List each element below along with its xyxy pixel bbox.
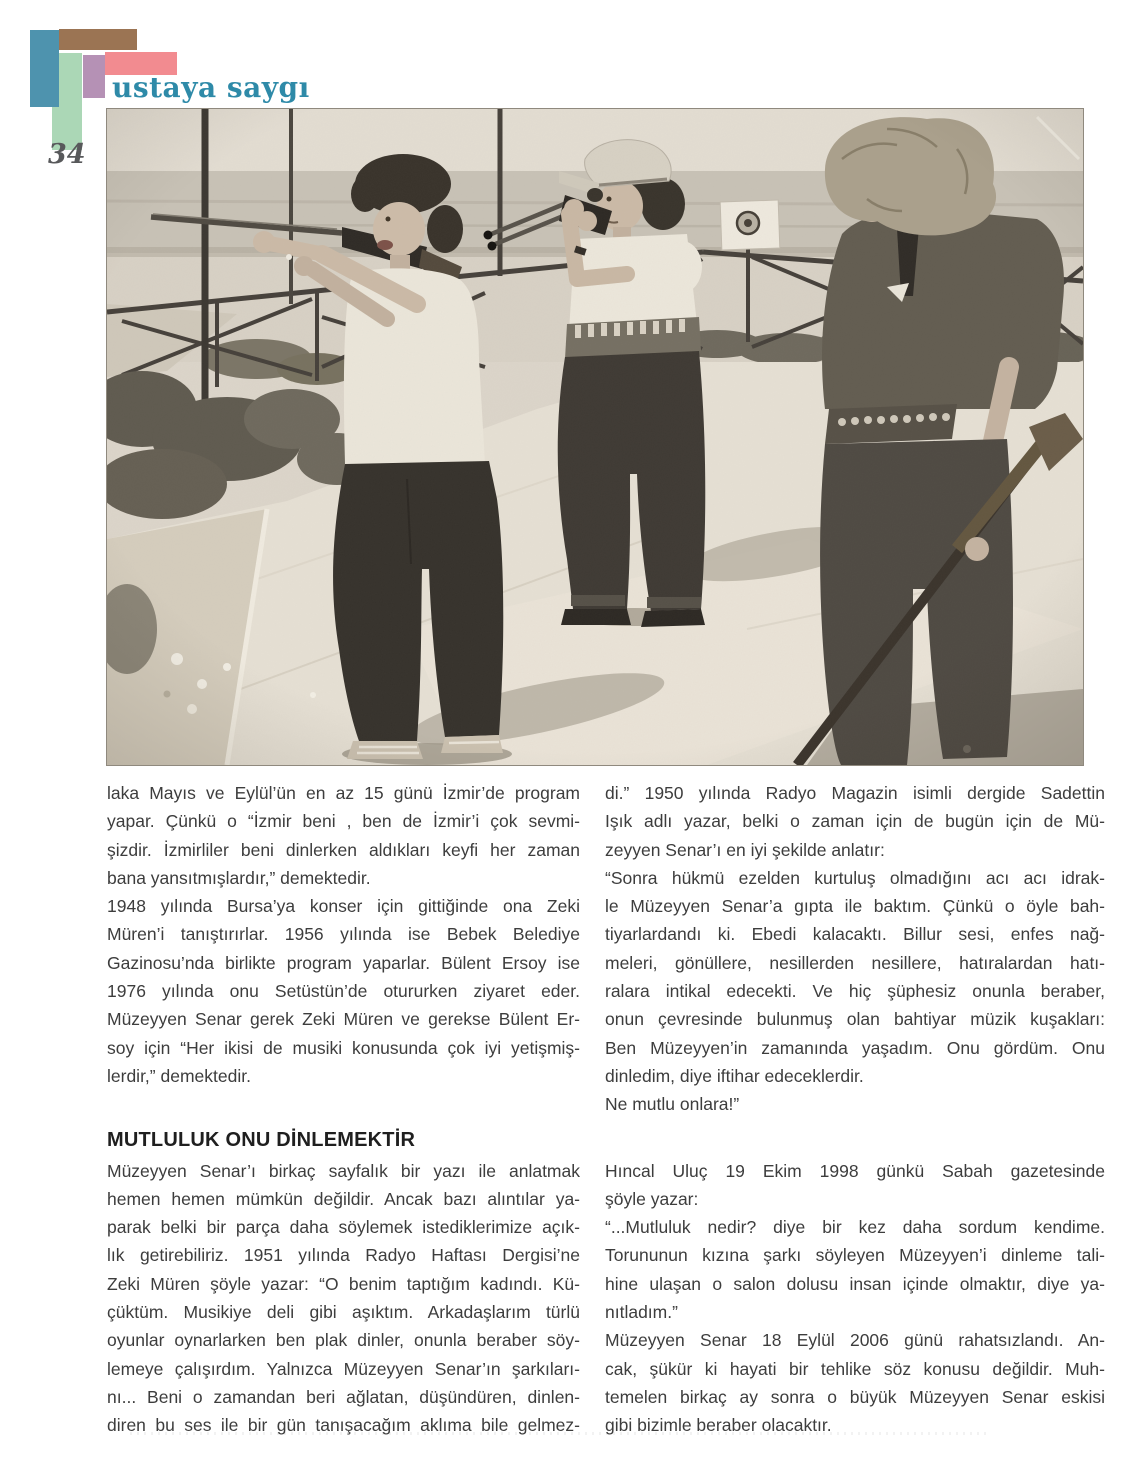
- text-line: Müren’i tanıştırırlar. 1956 yılında ise Bebek Belediye: [107, 924, 580, 945]
- scan-artifact: [130, 1432, 990, 1435]
- text-line: le Müzeyyen Senar’a gıpta ile baktım. Çünkü o öyle bah-: [605, 896, 1105, 917]
- text-line: yapar. Çünkü o “İzmir beni , ben de İzmir’i çok sevmi-: [107, 811, 580, 832]
- text-line: Torununun kızına şarkı söyleyen Müzeyyen’i dinleme tali-: [605, 1245, 1105, 1266]
- paragraph: [605, 1090, 1105, 1118]
- text-line: nı... Beni o zamandan beri ağlatan, düşündüren, dinlen-: [107, 1386, 580, 1407]
- article-column-right: [605, 779, 1105, 1440]
- text-line: diren bu ses ile bir gün tanışacağım aklıma bile gelmez-: [107, 1415, 580, 1436]
- text-line: Zeki Müren şöyle yazar: “O benim taptığım kadındı. Kü-: [107, 1273, 580, 1294]
- text-line: Müzeyyen Senar’ı birkaç sayfalık bir yazı ile anlatmak: [107, 1160, 580, 1181]
- section-title: ustaya saygı: [112, 71, 310, 104]
- paragraph: [605, 779, 1105, 864]
- text-line: temelen birkaç ay sonra o büyük Müzeyyen Senar eskisi: [605, 1386, 1105, 1407]
- text-line: bana yansıtmışlardır,” demektedir.: [107, 867, 371, 888]
- text-line: tiyarlardandı ki. Ebedi kalacaktı. Billur sesi, enfes nağ-: [605, 924, 1105, 945]
- text-line: zeyyen Senar’ı en iyi şekilde anlatır:: [605, 839, 885, 860]
- text-line: 1976 yılında onu Setüstün’de otururken ziyaret eder.: [107, 981, 580, 1002]
- text-line: parak belki bir parça daha söylemek istediklerimize açık-: [107, 1217, 580, 1238]
- section-heading: MUTLULUK ONU DİNLEMEKTİR: [107, 1129, 416, 1152]
- text-line: hine ulaşan o salon dolusu insan içinde olmaktır, diye ya-: [605, 1273, 1105, 1294]
- text-line: laka Mayıs ve Eylül’ün en az 15 günü İzmir’de program: [107, 783, 580, 803]
- text-line: Gazinosu’nda birlikte program yaparlar. Bülent Ersoy ise: [107, 952, 580, 973]
- text-line: “Sonra hükmü ezelden kurtuluş olmadığını acı acı idrak-: [605, 867, 1105, 888]
- paragraph: [107, 779, 580, 892]
- paragraph: [107, 1157, 580, 1440]
- text-line: şöyle yazar:: [605, 1188, 699, 1209]
- header-block-mauve: [83, 55, 105, 98]
- text-line: Işık adlı yazar, belki o zaman için de bugün için de Mü-: [605, 811, 1105, 832]
- paragraph: [605, 1326, 1105, 1439]
- text-line: çüktüm. Musikiye deli gibi aşıktım. Arkadaşlarım türlü: [107, 1302, 580, 1323]
- paragraph: [605, 864, 1105, 1090]
- article-column-left: [107, 779, 580, 1440]
- text-line: meleri, gönüllere, nesillerden nesillere, hatıralardan hatı-: [605, 952, 1105, 973]
- text-line: soy için “Her ikisi de musiki konusunda çok iyi yetişmiş-: [107, 1037, 580, 1058]
- text-line: Müzeyyen Senar 18 Eylül 2006 günü rahatsızlandı. An-: [605, 1330, 1105, 1351]
- text-line: Hıncal Uluç 19 Ekim 1998 günkü Sabah gazetesinde: [605, 1160, 1105, 1181]
- text-line: Ben Müzeyyen’in zamanında yaşadım. Onu gördüm. Onu: [605, 1037, 1105, 1058]
- paragraph: [605, 1157, 1105, 1214]
- text-line: nıtladım.”: [605, 1302, 678, 1323]
- text-line: lık getirebiliriz. 1951 yılında Radyo Haftası Dergisi’ne: [107, 1245, 580, 1266]
- text-line: lerdir,” demektedir.: [107, 1065, 251, 1086]
- text-line: “...Mutluluk nedir? diye bir kez daha sordum kendime.: [605, 1217, 1105, 1238]
- text-line: cak, şükür ki hayati bir tehlike söz konusu değildir. Muh-: [605, 1358, 1105, 1379]
- text-line: oyunlar oynarlarken ben plak dinler, onunla beraber söy-: [107, 1330, 580, 1351]
- text-line: Müzeyyen Senar gerek Zeki Müren ve gerekse Bülent Er-: [107, 1009, 580, 1030]
- header-block-brown: [59, 29, 137, 50]
- text-line: gibi bizimle beraber olacaktır.: [605, 1415, 832, 1436]
- text-line: lemeye çalışırdım. Yalnızca Müzeyyen Senar’ın şarkıları-: [107, 1358, 580, 1379]
- text-line: ralara intikal edecekti. Ve hiç şüphesiz onunla beraber,: [605, 981, 1105, 1002]
- paragraph: [107, 892, 580, 1090]
- page-number: 34: [48, 139, 86, 170]
- header-block-teal: [30, 30, 59, 107]
- paragraph: [605, 1213, 1105, 1326]
- text-line: 1948 yılında Bursa’ya konser için gittiğinde ona Zeki: [107, 896, 580, 917]
- text-line: Ne mutlu onlara!”: [605, 1094, 740, 1115]
- photo-artifacts: [107, 109, 1083, 765]
- text-line: di.” 1950 yılında Radyo Magazin isimli dergide Sadettin: [605, 783, 1105, 803]
- text-line: şizdir. İzmirliler beni dinlerken aldıkları keyfi her zaman: [107, 839, 580, 860]
- text-line: onun çevresinde bulunmuş olan bahtiyar müzik kuşakları:: [605, 1009, 1105, 1030]
- photo-shooting-range: [107, 109, 1083, 765]
- text-line: dinledim, diye iftihar edeceklerdir.: [605, 1065, 864, 1086]
- text-line: hemen hemen mümkün değildir. Ancak bazı alıntılar ya-: [107, 1188, 580, 1209]
